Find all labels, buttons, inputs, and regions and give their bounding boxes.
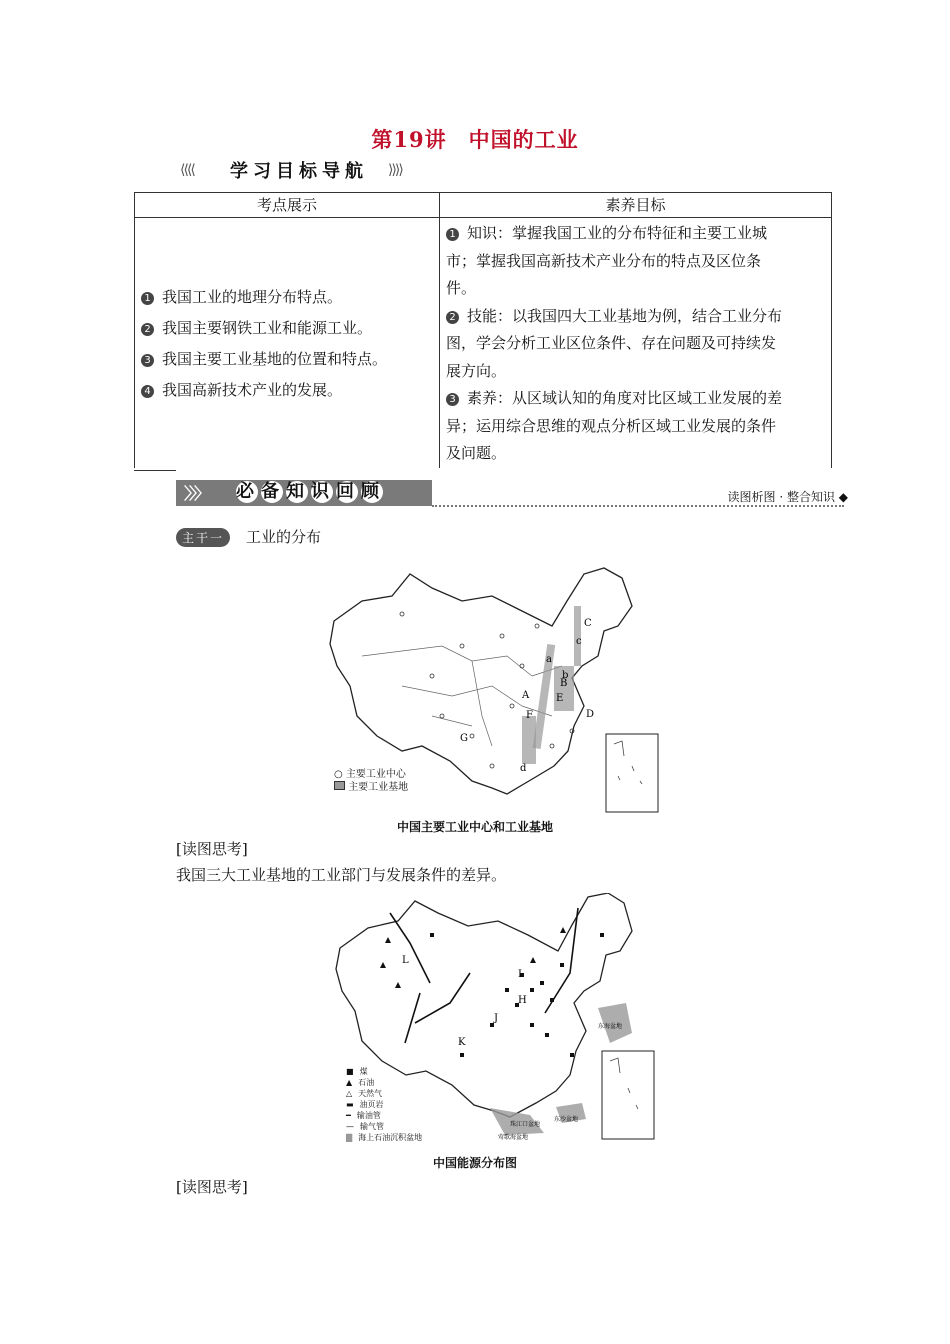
goals-cell [440,218,832,468]
heading-char: 顾 [361,481,385,502]
goal-line: 2 技能：以我国四大工业基地为例，结合工业分布 [446,303,825,331]
chevron-right-icon: ⟩⟩⟩⟩ [388,162,402,178]
map1-caption: 中国主要工业中心和工业基地 [396,820,553,834]
table-bottom-rule [134,470,176,471]
legend-item: ■ 煤 [346,1067,368,1076]
south-china-sea-inset [606,734,658,812]
point-text: 我国高新技术产业的发展。 [162,381,343,399]
points-list [141,218,433,406]
legend-item: ▲ 石油 [346,1078,375,1087]
svg-text:莺歌海盆地: 莺歌海盆地 [498,1134,529,1141]
svg-text:I: I [518,969,522,980]
svg-text:L: L [402,955,409,966]
page-title: 第19讲 中国的工业 [371,127,579,152]
chevron-left-icon: ⟨⟨⟨⟨ [180,162,194,178]
table-header-points: 考点展示 [135,193,440,218]
svg-text:H: H [518,995,527,1006]
goals-list [446,218,825,468]
legend-symbol-icon: ▲ [346,1078,353,1087]
legend-symbol-icon: — [346,1122,354,1131]
svg-text:E: E [556,693,564,704]
section-heading-2 [236,481,386,503]
heading-char: 知 [286,481,310,502]
svg-text:D: D [586,709,595,720]
point-item [141,313,433,344]
points-cell [135,218,440,468]
goal-line: 件。 [446,279,477,297]
think-text-1: 我国三大工业基地的工业部门与发展条件的差异。 [176,866,507,884]
svg-text:C: C [584,618,592,629]
point-text: 我国主要工业基地的位置和特点。 [162,350,388,368]
svg-text:F: F [526,710,533,721]
svg-text:c: c [576,636,582,647]
point-item [141,344,433,375]
svg-text:A: A [522,690,530,701]
topic-tag: 主干一 [176,528,230,547]
heading-char: 回 [336,481,360,502]
table-header-goals: 素养目标 [440,193,832,218]
legend-symbol-icon: ■ [346,1067,354,1076]
topic-text: 工业的分布 [246,528,322,546]
svg-text:b: b [562,670,569,681]
legend-item: ▇ 海上石油沉积盆地 [346,1133,423,1142]
legend-item: ━ 输油管 [346,1111,381,1120]
circle-icon: ○ [334,769,343,780]
goal-line: 及问题。 [446,444,507,462]
svg-text:J: J [494,1013,499,1024]
svg-text:东沙盆地: 东沙盆地 [554,1116,579,1123]
shaded-box-icon [334,781,345,790]
number-badge-icon: 4 [141,385,154,398]
number-badge-icon: 3 [446,393,459,406]
topic-heading [176,526,321,547]
point-item [141,375,433,406]
legend-item: — 输气管 [346,1122,384,1131]
svg-text:a: a [546,654,552,665]
point-text: 我国工业的地理分布特点。 [162,288,343,306]
point-item [141,282,433,313]
section-subheading: 读图析图 · 整合知识 ◆ [727,490,848,504]
map2-caption: 中国能源分布图 [432,1156,517,1170]
legend-item: ▬ 油页岩 [346,1100,384,1109]
legend-item: △ 天然气 [346,1089,383,1098]
goal-line: 展方向。 [446,361,507,380]
south-china-sea-inset-2 [602,1051,654,1139]
heading-char: 备 [261,481,285,502]
number-badge-icon: 1 [141,292,154,305]
svg-text:珠江口盆地: 珠江口盆地 [510,1121,541,1128]
legend-symbol-icon: △ [346,1089,353,1098]
heading-char: 必 [236,481,260,502]
legend-symbol-icon: ▬ [346,1100,354,1109]
number-badge-icon: 1 [446,228,459,241]
svg-text:G: G [460,733,468,744]
section-heading: 学习目标导航 [230,161,368,182]
heading-char: 识 [311,481,335,502]
section-banner-goals [180,157,420,185]
svg-text:B: B [560,678,568,689]
dotted-divider [432,505,844,507]
think-label-1: [读图思考] [176,840,248,858]
svg-text:d: d [520,763,527,774]
goal-line: 市；掌握我国高新技术产业分布的特点及区位条 [446,251,762,270]
number-badge-icon: 3 [141,354,154,367]
number-badge-icon: 2 [446,311,459,324]
goal-line: 异；运用综合思维的观点分析区域工业发展的条件 [446,416,777,435]
map2-legend [346,1066,422,1143]
china-outline [330,568,632,794]
goals-table [134,192,832,468]
svg-text:K: K [458,1037,466,1048]
map1-legend: ○ 主要工业中心 主要工业基地 [334,769,409,793]
svg-text:东海盆地: 东海盆地 [598,1023,623,1030]
goal-line: 1 知识：掌握我国工业的分布特征和主要工业城 [446,220,825,248]
legend-symbol-icon: ━ [346,1111,351,1120]
think-label-2: [读图思考] [176,1178,248,1196]
number-badge-icon: 2 [141,323,154,336]
point-text: 我国主要钢铁工业和能源工业。 [162,319,373,337]
legend-symbol-icon: ▇ [346,1133,353,1142]
double-chevron-icon: 〉〉〉 [184,484,208,503]
section-banner-knowledge [176,478,848,510]
goal-line: 图，学会分析工业区位条件、存在问题及可持续发 [446,334,777,352]
goal-line: 3 素养：从区域认知的角度对比区域工业发展的差 [446,385,825,413]
